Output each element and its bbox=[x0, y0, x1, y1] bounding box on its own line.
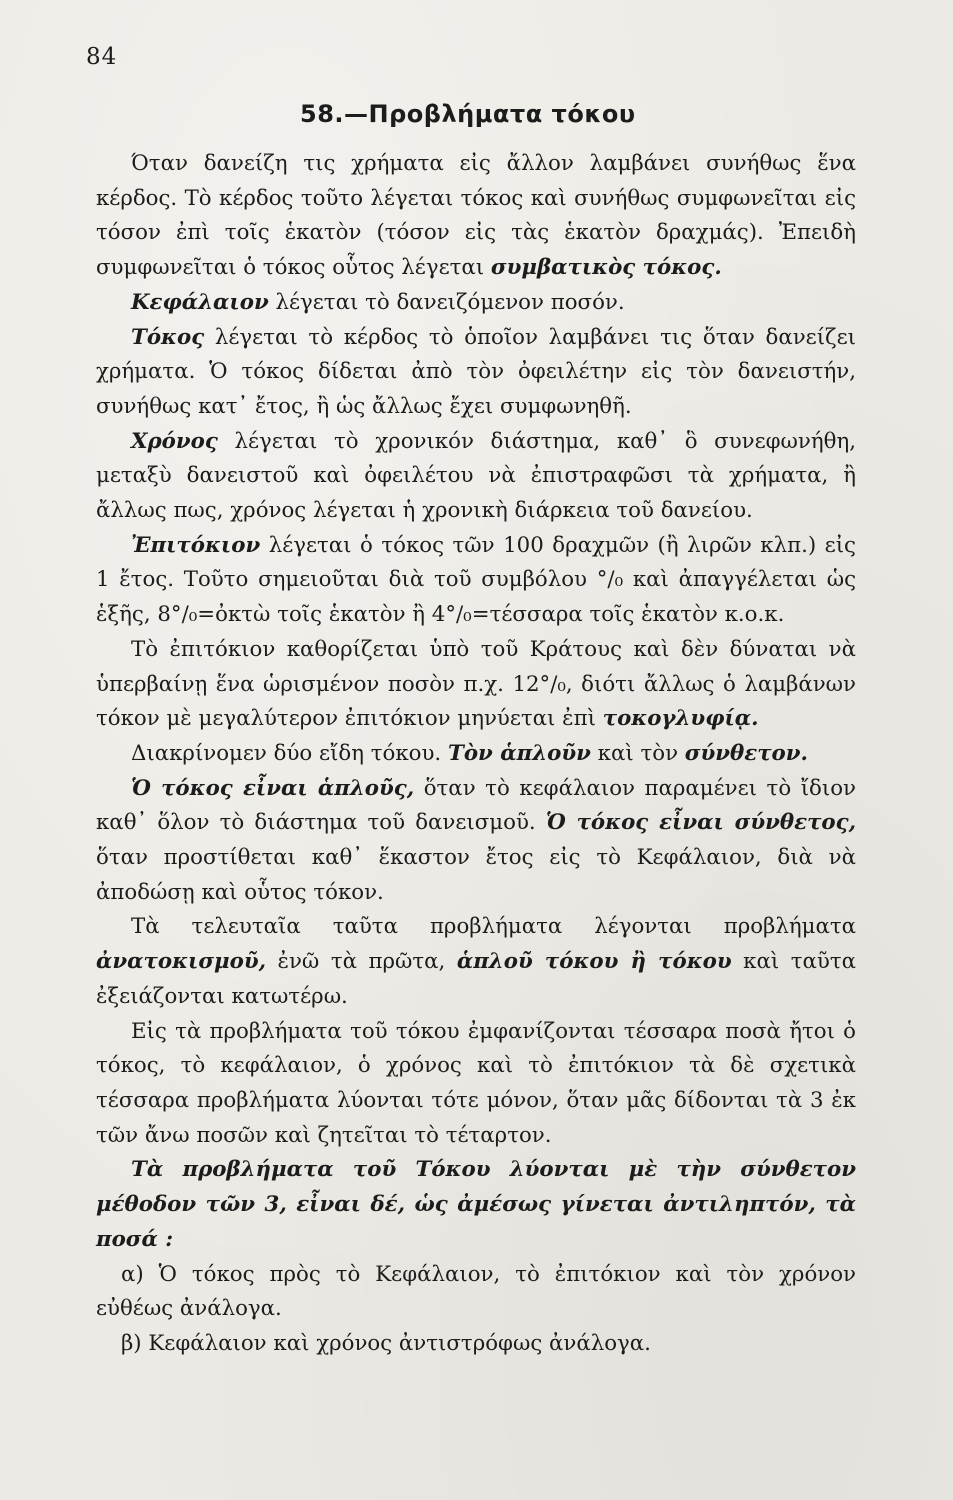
list-item-text: β) Κεφάλαιον καὶ χρόνος ἀντιστρόφως ἀνάλογα. bbox=[121, 1330, 651, 1356]
term-interest: Τόκος bbox=[131, 324, 205, 350]
paragraph-text: Εἰς τὰ προβλήματα τοῦ τόκου ἐμφανίζονται τέσσαρα ποσὰ ἤτοι ὁ τόκος, τὸ κεφάλαιον, ὁ χρόνος καὶ τὸ ἐπιτόκιον τὰ δὲ σχετικὰ τέσσαρα προβλήματα λύονται τότε μόνον, ὅταν μᾶς δίδονται τὰ 3 ἐκ τῶν ἄνω ποσῶν καὶ ζητεῖται τὸ τέταρτον. bbox=[96, 1018, 856, 1148]
term-simple-interest: Ὁ τόκος εἶναι ἁπλοῦς, bbox=[131, 775, 415, 801]
paragraph-text: ὅταν προστίθεται καθ᾽ ἕκαστον ἔτος εἰς τὸ Κεφάλαιον, διὰ νὰ ἀποδώσῃ καὶ οὗτος τόκον. bbox=[96, 845, 856, 905]
paragraph-text: λέγεται τὸ δανειζόμενον ποσόν. bbox=[268, 289, 625, 315]
paragraph-text: καὶ ταῦτα ἐξειάζονται κατωτέρω. bbox=[96, 949, 856, 1009]
page-number: 84 bbox=[86, 44, 118, 70]
paragraph-text: Τὸ ἐπιτόκιον καθορίζεται ὑπὸ τοῦ Κράτους καὶ δὲν δύναται νὰ ὑπερβαίνῃ ἕνα ὡρισμένον ποσὸν π.χ. 12°/₀, διότι ἄλλως ὁ λαμβάνων τόκον μὲ μεγαλύτερον ἐπιτόκιον μηνύεται ἐπὶ bbox=[96, 636, 856, 732]
paragraph-problem-names bbox=[96, 910, 856, 1014]
term-compound-interest: Ὁ τόκος εἶναι σύνθετος, bbox=[545, 810, 856, 836]
paragraph-text: ὅταν τὸ κεφάλαιον παραμένει τὸ ἴδιον καθ᾽ ὅλον τὸ διάστημα τοῦ δανεισμοῦ. bbox=[96, 775, 857, 836]
term-anatokismos: ἀνατοκισμοῦ, bbox=[96, 949, 267, 975]
paragraph-text: λέγεται τὸ κέρδος τὸ ὁποῖον λαμβάνει τις ὅταν δανείζει χρήματα. Ὁ τόκος δίδεται ἀπὸ τὸν ὀφειλέτην εἰς τὸν δανειστήν, συνήθως κατ᾽ ἔτος, ἢ ὡς ἄλλως ἔχει συμφωνηθῆ. bbox=[96, 324, 856, 419]
paragraph-text: καὶ τὸν bbox=[590, 740, 685, 766]
paragraph-four-quantities bbox=[96, 1015, 856, 1154]
term-time: Χρόνος bbox=[131, 428, 218, 454]
paragraph-text: Τὰ τελευταῖα ταῦτα προβλήματα λέγονται προβλήματα bbox=[131, 914, 856, 940]
paragraph-rate-limit bbox=[96, 633, 856, 737]
paragraph-text: Διακρίνομεν δύο εἴδη τόκου. bbox=[131, 740, 448, 766]
list-item-text: α) Ὁ τόκος πρὸς τὸ Κεφάλαιον, τὸ ἐπιτόκιον καὶ τὸν χρόνον εὐθέως ἀνάλογα. bbox=[96, 1261, 856, 1322]
term-simple-interest-problems: ἁπλοῦ τόκου ἢ τόκου bbox=[456, 949, 732, 975]
paragraph-time bbox=[96, 425, 856, 529]
list-item-a bbox=[96, 1258, 856, 1327]
method-statement: Τὰ προβλήματα τοῦ Τόκου λύονται μὲ τὴν σύνθετον μέθοδον τῶν 3, εἶναι δέ, ὡς ἀμέσως γίνεται ἀντιληπτόν, τὰ ποσά : bbox=[96, 1157, 856, 1252]
paragraph-rate bbox=[96, 529, 856, 633]
paragraph-text: Όταν δανείζη τις χρήματα εἰς ἄλλον λαμβάνει συνήθως ἕνα κέρδος. Τὸ κέρδος τοῦτο λέγεται τόκος καὶ συνήθως συμφωνεῖται εἰς τόσον ἐπὶ τοῖς ἑκατὸν (τόσον εἰς τὰς ἑκατὸν δραχμάς). Ἐπειδὴ συμφωνεῖται ὁ τόκος οὗτος λέγεται bbox=[96, 151, 856, 281]
term-capital: Κεφάλαιον bbox=[131, 289, 269, 315]
paragraph-method bbox=[96, 1153, 856, 1257]
paragraph-capital bbox=[96, 286, 856, 321]
paragraph-simple-compound bbox=[96, 772, 856, 911]
term-compound: σύνθετον. bbox=[684, 740, 808, 766]
list-item-b bbox=[96, 1327, 856, 1362]
body-text bbox=[96, 147, 856, 1362]
term-interest-rate: Ἐπιτόκιον bbox=[131, 532, 261, 558]
paragraph-text: λέγεται ὁ τόκος τῶν 100 δραχμῶν (ἢ λιρῶν κλπ.) εἰς 1 ἔτος. Τοῦτο σημειοῦται διὰ τοῦ συμβόλου °/₀ καὶ ἀπαγγέλεται ὡς ἑξῆς, 8°/₀=ὀκτὼ τοῖς ἑκατὸν ἢ 4°/₀=τέσσαρα τοῖς ἑκατὸν κ.ο.κ. bbox=[96, 532, 856, 628]
paragraph-definition-interest bbox=[96, 147, 856, 286]
paragraph-text: λέγεται τὸ χρονικόν διάστημα, καθ᾽ ὃ συνεφωνήθη, μεταξὺ δανειστοῦ καὶ ὀφειλέτου νὰ ἐπιστραφῶσι τὰ χρήματα, ἢ ἄλλως πως, χρόνος λέγεται ἡ χρονικὴ διάρκεια τοῦ δανείου. bbox=[96, 428, 856, 524]
term-simple: Τὸν ἁπλοῦν bbox=[447, 740, 591, 766]
paragraph-interest bbox=[96, 321, 856, 425]
paragraph-interest-types bbox=[96, 737, 856, 772]
term-contractual-interest: συμβατικὸς τόκος. bbox=[490, 255, 722, 281]
section-title: 58.—Προβλήματα τόκου bbox=[300, 100, 636, 128]
term-usury: τοκογλυφίᾳ. bbox=[602, 706, 759, 732]
paragraph-text: ἐνῶ τὰ πρῶτα, bbox=[266, 949, 457, 975]
